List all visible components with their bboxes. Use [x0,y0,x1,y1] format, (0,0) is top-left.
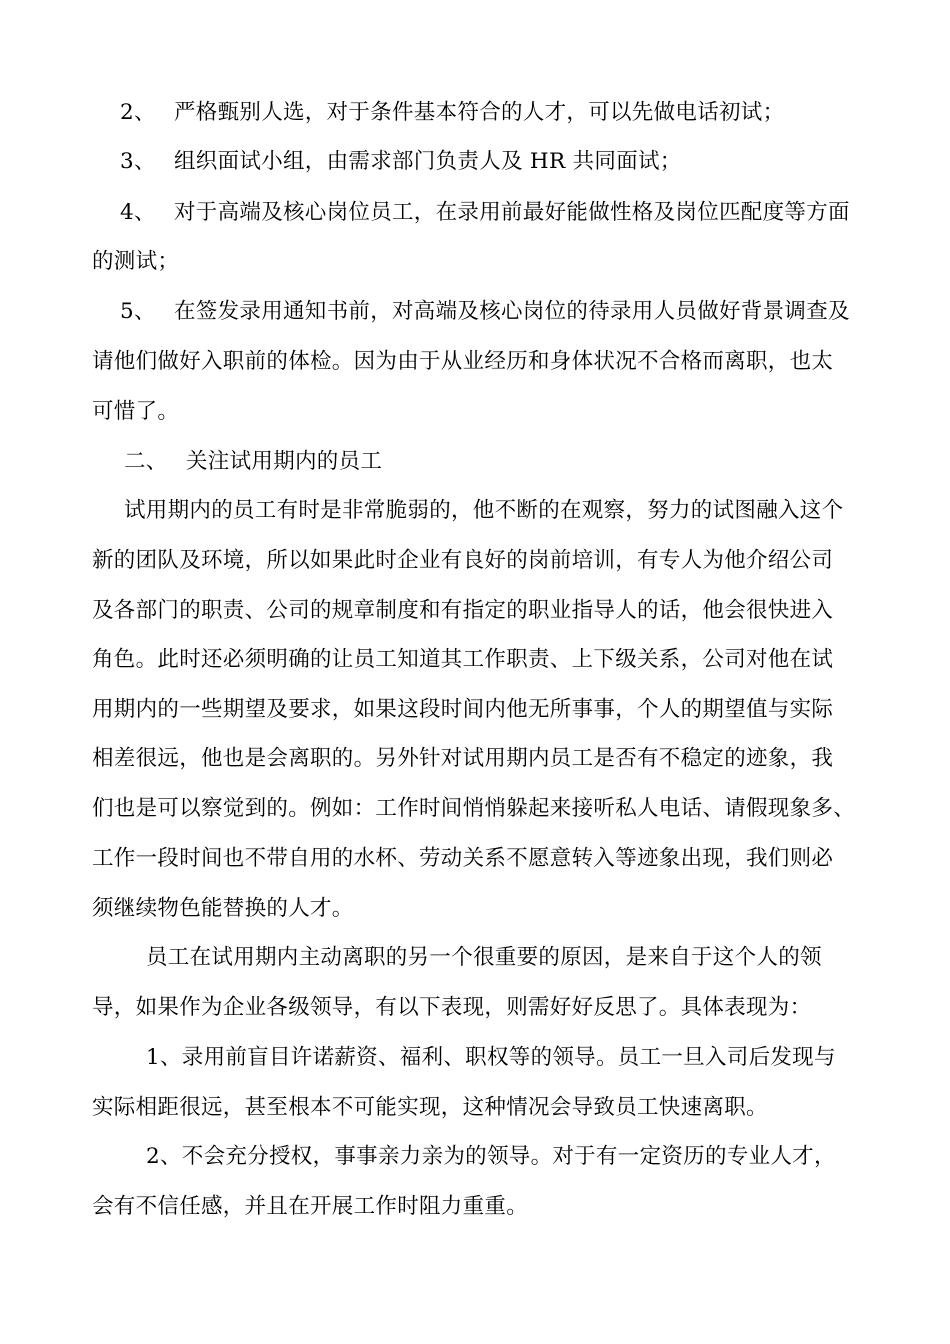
list-item [120,199,850,227]
paragraph-line: 2、不会充分授权，事事亲力亲为的领导。对于有一定资历的专业人才， [146,1144,836,1169]
list-number: 4、 [120,200,156,225]
paragraph-line: 相差很远，他也是会离职的。另外针对试用期内员工是否有不稳定的迹象，我 [92,746,834,771]
paragraph-line: 及各部门的职责、公司的规章制度和有指定的职业指导人的话，他会很快进入 [92,598,834,623]
list-text: 严格甄别人选，对于条件基本符合的人才，可以先做电话初试； [174,100,785,125]
section-heading [124,448,382,476]
list-number: 5、 [120,299,156,324]
paragraph-line: 新的团队及环境，所以如果此时企业有良好的岗前培训，有专人为他介绍公司 [92,548,834,573]
paragraph-line: 角色。此时还必须明确的让员工知道其工作职责、上下级关系，公司对他在试 [92,647,834,672]
list-item [120,99,784,127]
paragraph-line: 员工在试用期内主动离职的另一个很重要的原因，是来自于这个人的领 [146,945,822,970]
paragraph-line: 试用期内的员工有时是非常脆弱的，他不断的在观察，努力的试图融入这个 [124,498,844,523]
paragraph-line: 1、录用前盲目许诺薪资、福利、职权等的领导。员工一旦入司后发现与 [146,1045,836,1070]
section-title: 关注试用期内的员工 [186,449,383,474]
list-number: 3、 [120,149,156,174]
paragraph-line: 导，如果作为企业各级领导，有以下表现，则需好好反思了。具体表现为： [92,995,812,1020]
list-text: 在签发录用通知书前，对高端及核心岗位的待录用人员做好背景调查及 [174,299,850,324]
paragraph-line: 们也是可以察觉到的。例如：工作时间悄悄躲起来接听私人电话、请假现象多、 [92,796,856,821]
paragraph-line: 工作一段时间也不带自用的水杯、劳动关系不愿意转入等迹象出现，我们则必 [92,846,834,871]
list-number: 2、 [120,100,156,125]
paragraph-line: 会有不信任感，并且在开展工作时阻力重重。 [92,1194,529,1219]
list-item-continuation: 请他们做好入职前的体检。因为由于从业经历和身体状况不合格而离职，也太 [92,349,834,374]
list-item [120,148,682,176]
section-number: 二、 [124,449,168,474]
list-item-continuation: 可惜了。 [92,399,180,424]
list-text: 对于高端及核心岗位员工，在录用前最好能做性格及岗位匹配度等方面 [174,200,850,225]
list-item [120,298,850,326]
paragraph-line: 须继续物色能替换的人才。 [92,896,354,921]
paragraph-line: 用期内的一些期望及要求，如果这段时间内他无所事事，个人的期望值与实际 [92,697,834,722]
list-item-continuation: 的测试； [92,249,180,274]
paragraph-line: 实际相距很远，甚至根本不可能实现，这种情况会导致员工快速离职。 [92,1095,768,1120]
list-text: 组织面试小组，由需求部门负责人及 HR 共同面试； [174,149,682,174]
